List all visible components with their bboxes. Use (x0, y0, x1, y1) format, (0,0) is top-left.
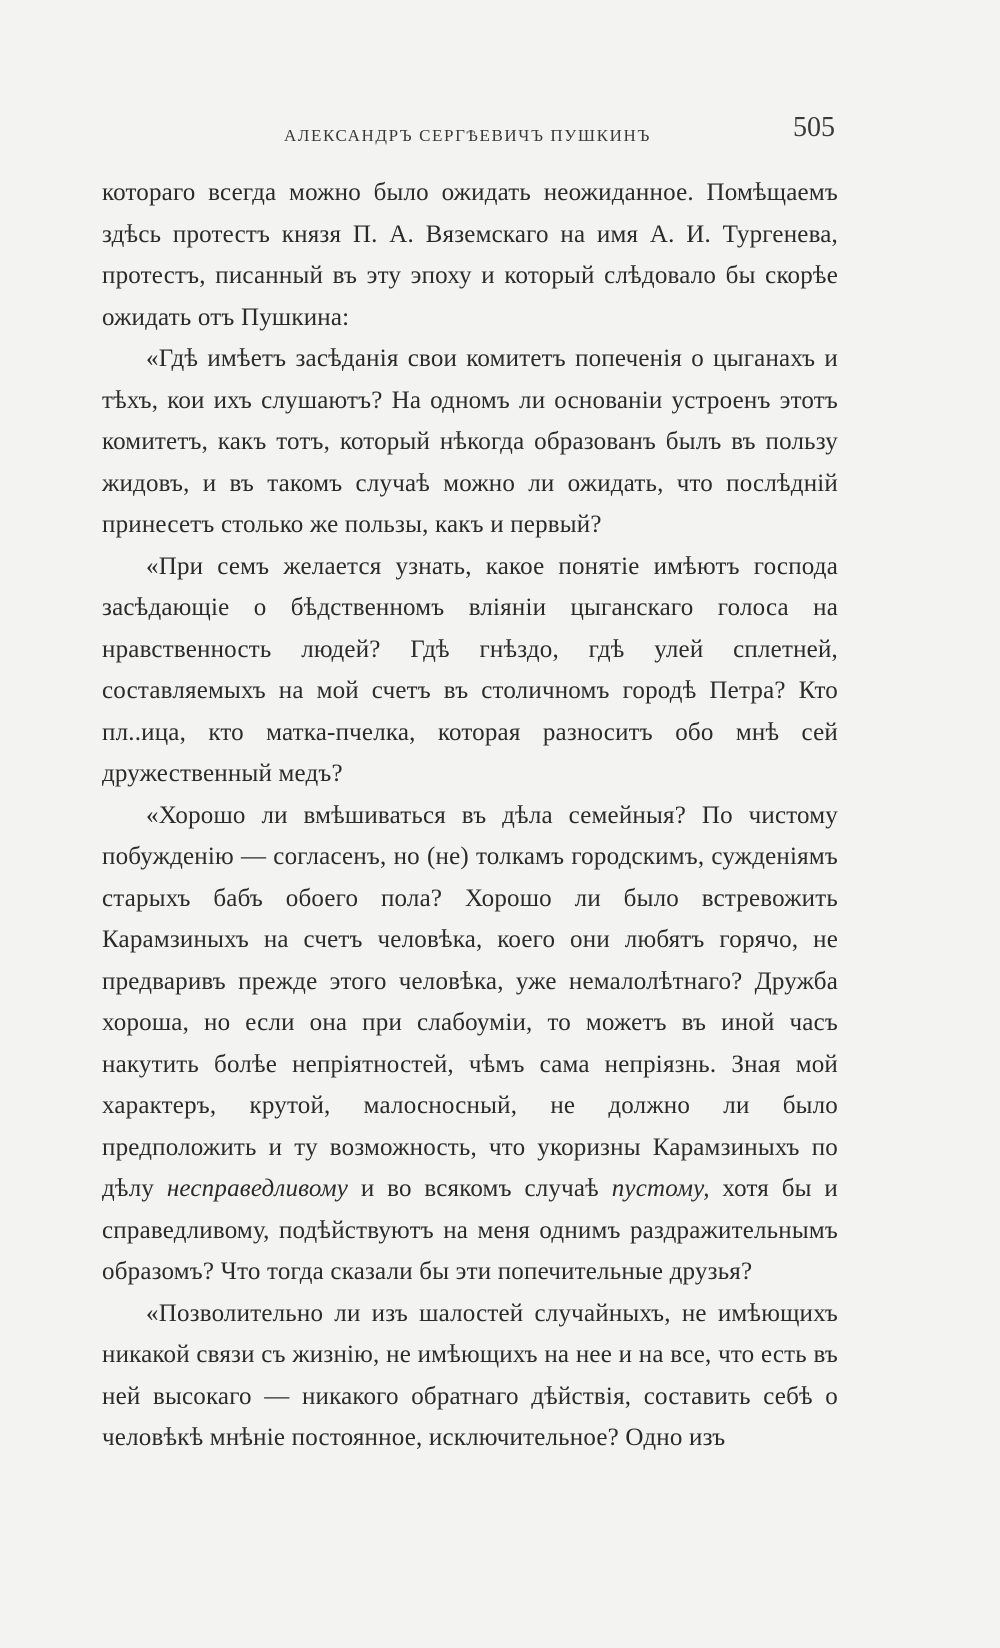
paragraph: котораго всегда можно было ожидать неожиданное. Помѣщаемъ здѣсь протестъ князя П. А. Вяземскаго на имя А. И. Тургенева, протестъ, писанный въ эту эпоху и который слѣдовало бы скорѣе ожидать отъ Пушкина: (102, 179, 838, 331)
paragraph-text: и во всякомъ случаѣ (348, 1175, 612, 1202)
paragraph-text: хотя бы и справедливому, подѣйствуютъ на меня однимъ раздражительнымъ образомъ? Что тогда сказали бы эти попечительные друзья? (102, 1175, 838, 1285)
paragraph: «Гдѣ имѣетъ засѣданія свои комитетъ попеченія о цыганахъ и тѣхъ, кои ихъ слушаютъ? На одномъ ли основаніи устроенъ этотъ комитетъ, какъ тотъ, который нѣкогда образованъ былъ въ пользу жидовъ, и въ такомъ случаѣ можно ли ожидать, что послѣдній принесетъ столько же пользы, какъ и первый? (102, 345, 838, 538)
body-text (102, 172, 838, 1459)
page-number: 505 (793, 112, 835, 143)
page-header (100, 112, 835, 152)
paragraph-text: «Хорошо ли вмѣшиваться въ дѣла семейныя? По чистому побужденію — согласенъ, но (не) толкамъ городскимъ, сужденіямъ старыхъ бабъ обоего пола? Хорошо ли было встревожить Карамзиныхъ на счетъ человѣка, коего они любятъ горячо, не предваривъ прежде этого человѣка, уже немалолѣтнаго? Дружба хороша, но если она при слабоуміи, то можетъ въ иной часъ накутить болѣе непріятностей, чѣмъ сама непріязнь. Зная мой характеръ, крутой, малосносный, не должно ли было предположить и ту возможность, что укоризны Карамзиныхъ по дѣлу (102, 801, 838, 1202)
paragraph (102, 795, 838, 1293)
paragraph: «При семъ желается узнать, какое понятіе имѣютъ господа засѣдающіе о бѣдственномъ вліяніи цыганскаго голоса на нравственность людей? Гдѣ гнѣздо, гдѣ улей сплетней, составляемыхъ на мой счетъ въ столичномъ городѣ Петра? Кто пл..ица, кто матка-пчелка, которая разноситъ обо мнѣ сей дружественный медъ? (102, 552, 838, 787)
italic-word: пустому, (611, 1175, 710, 1202)
running-title: АЛЕКСАНДРЪ СЕРГѢЕВИЧЪ ПУШКИНЪ (284, 126, 651, 145)
paragraph: «Позволительно ли изъ шалостей случайныхъ, не имѣющихъ никакой связи съ жизнію, не имѣющихъ на нее и на все, что есть въ ней высокаго — никакого обратнаго дѣйствія, составить себѣ о человѣкѣ мнѣніе постоянное, исключительное? Одно изъ (102, 1299, 838, 1451)
italic-word: несправедливому (166, 1175, 349, 1202)
